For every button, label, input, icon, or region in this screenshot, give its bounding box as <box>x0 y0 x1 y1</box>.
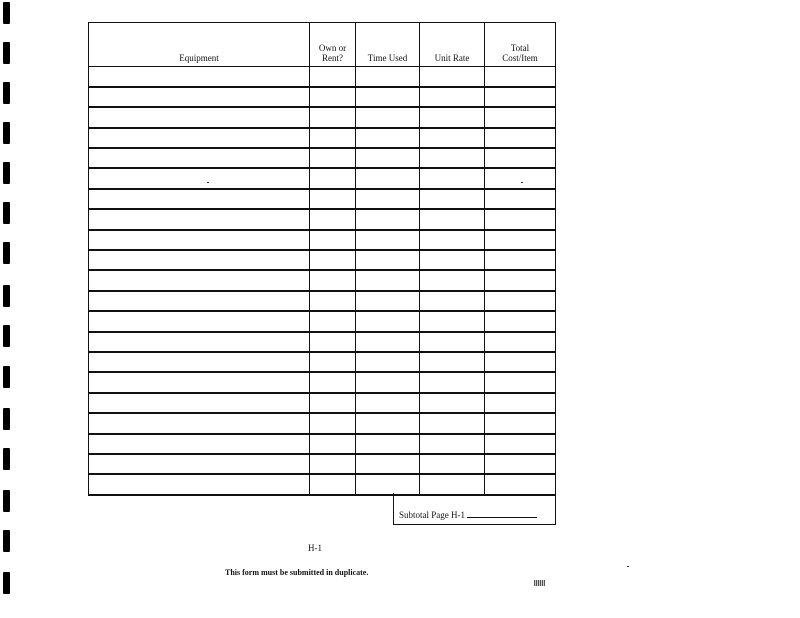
page-number: H-1 <box>308 543 322 553</box>
time-used-cell[interactable] <box>356 189 420 209</box>
total-cost-cell[interactable] <box>485 454 556 474</box>
total-cost-cell[interactable] <box>485 67 556 87</box>
time-used-cell[interactable] <box>356 332 420 352</box>
header-total-cost: Total Cost/Item <box>485 23 556 67</box>
footer-note: This form must be submitted in duplicate. <box>225 568 369 577</box>
equipment-cell[interactable] <box>89 107 310 127</box>
subtotal-label: Subtotal Page H-1 <box>399 509 537 520</box>
own-or-rent-cell[interactable] <box>310 434 356 454</box>
unit-rate-cell[interactable] <box>420 413 485 433</box>
equipment-cell[interactable] <box>89 454 310 474</box>
unit-rate-cell[interactable] <box>420 189 485 209</box>
subtotal-field[interactable] <box>467 509 537 518</box>
table-row <box>89 189 556 209</box>
total-cost-cell[interactable] <box>485 372 556 392</box>
binding-hole <box>3 325 10 347</box>
equipment-cell[interactable] <box>89 291 310 311</box>
table-row <box>89 474 556 494</box>
equipment-cell[interactable] <box>89 128 310 148</box>
time-used-cell[interactable] <box>356 250 420 270</box>
total-cost-cell[interactable] <box>485 189 556 209</box>
own-or-rent-cell[interactable] <box>310 352 356 372</box>
equipment-cell[interactable] <box>89 168 310 188</box>
table-row <box>89 352 556 372</box>
binding-holes <box>0 0 14 618</box>
unit-rate-cell[interactable] <box>420 148 485 168</box>
time-used-cell[interactable] <box>356 148 420 168</box>
own-or-rent-cell[interactable] <box>310 474 356 494</box>
equipment-cell[interactable] <box>89 87 310 107</box>
time-used-cell[interactable] <box>356 454 420 474</box>
binding-hole <box>3 42 10 64</box>
table-row <box>89 250 556 270</box>
table-row <box>89 454 556 474</box>
time-used-cell[interactable] <box>356 413 420 433</box>
table-row <box>89 209 556 229</box>
total-cost-cell[interactable] <box>485 107 556 127</box>
equipment-cell[interactable] <box>89 332 310 352</box>
time-used-cell[interactable] <box>356 209 420 229</box>
total-cost-cell[interactable] <box>485 250 556 270</box>
unit-rate-cell[interactable] <box>420 270 485 290</box>
binding-hole <box>3 122 10 144</box>
time-used-cell[interactable] <box>356 393 420 413</box>
unit-rate-cell[interactable] <box>420 311 485 331</box>
binding-hole <box>3 242 10 264</box>
time-used-cell[interactable] <box>356 168 420 188</box>
own-or-rent-cell[interactable] <box>310 250 356 270</box>
binding-hole <box>3 448 10 470</box>
table-row <box>89 87 556 107</box>
unit-rate-cell[interactable] <box>420 454 485 474</box>
unit-rate-cell[interactable] <box>420 250 485 270</box>
unit-rate-cell[interactable] <box>420 209 485 229</box>
speck <box>521 182 523 183</box>
table-row <box>89 148 556 168</box>
own-or-rent-cell[interactable] <box>310 189 356 209</box>
own-or-rent-cell[interactable] <box>310 87 356 107</box>
header-row <box>89 23 556 67</box>
equipment-cell[interactable] <box>89 250 310 270</box>
time-used-cell[interactable] <box>356 311 420 331</box>
equipment-cell[interactable] <box>89 434 310 454</box>
table-row <box>89 67 556 87</box>
binding-hole <box>3 82 10 104</box>
table-row <box>89 128 556 148</box>
total-cost-cell[interactable] <box>485 413 556 433</box>
binding-hole <box>3 530 10 552</box>
total-cost-cell[interactable] <box>485 434 556 454</box>
binding-hole <box>3 366 10 388</box>
time-used-cell[interactable] <box>356 87 420 107</box>
equipment-cell[interactable] <box>89 474 310 494</box>
unit-rate-cell[interactable] <box>420 434 485 454</box>
table-row <box>89 393 556 413</box>
total-cost-cell[interactable] <box>485 168 556 188</box>
own-or-rent-cell[interactable] <box>310 413 356 433</box>
table-body <box>89 67 556 495</box>
total-cost-cell[interactable] <box>485 352 556 372</box>
binding-hole <box>3 162 10 184</box>
own-or-rent-cell[interactable] <box>310 270 356 290</box>
binding-hole <box>3 490 10 512</box>
own-or-rent-cell[interactable] <box>310 372 356 392</box>
time-used-cell[interactable] <box>356 128 420 148</box>
equipment-cell[interactable] <box>89 311 310 331</box>
header-equipment: Equipment <box>89 23 310 67</box>
total-cost-cell[interactable] <box>485 474 556 494</box>
binding-hole <box>3 2 10 24</box>
own-or-rent-cell[interactable] <box>310 67 356 87</box>
own-or-rent-cell[interactable] <box>310 454 356 474</box>
unit-rate-cell[interactable] <box>420 352 485 372</box>
unit-rate-cell[interactable] <box>420 67 485 87</box>
own-or-rent-cell[interactable] <box>310 168 356 188</box>
own-or-rent-cell[interactable] <box>310 148 356 168</box>
unit-rate-cell[interactable] <box>420 474 485 494</box>
time-used-cell[interactable] <box>356 352 420 372</box>
total-cost-cell[interactable] <box>485 332 556 352</box>
unit-rate-cell[interactable] <box>420 393 485 413</box>
unit-rate-cell[interactable] <box>420 230 485 250</box>
equipment-cell[interactable] <box>89 148 310 168</box>
total-cost-cell[interactable] <box>485 209 556 229</box>
stamp-mark <box>534 580 545 586</box>
time-used-cell[interactable] <box>356 270 420 290</box>
equipment-cell[interactable] <box>89 189 310 209</box>
own-or-rent-cell[interactable] <box>310 107 356 127</box>
total-cost-cell[interactable] <box>485 291 556 311</box>
equipment-cell[interactable] <box>89 372 310 392</box>
table-row <box>89 311 556 331</box>
own-or-rent-cell[interactable] <box>310 393 356 413</box>
binding-hole <box>3 285 10 307</box>
time-used-cell[interactable] <box>356 67 420 87</box>
table-row <box>89 168 556 188</box>
header-time-used: Time Used <box>356 23 420 67</box>
binding-hole <box>3 408 10 430</box>
total-cost-cell[interactable] <box>485 270 556 290</box>
own-or-rent-cell[interactable] <box>310 209 356 229</box>
unit-rate-cell[interactable] <box>420 168 485 188</box>
header-unit-rate: Unit Rate <box>420 23 485 67</box>
equipment-table <box>88 22 556 496</box>
time-used-cell[interactable] <box>356 107 420 127</box>
total-cost-cell[interactable] <box>485 148 556 168</box>
own-or-rent-cell[interactable] <box>310 291 356 311</box>
unit-rate-cell[interactable] <box>420 291 485 311</box>
time-used-cell[interactable] <box>356 474 420 494</box>
speck <box>627 566 629 567</box>
table-row <box>89 413 556 433</box>
equipment-cell[interactable] <box>89 230 310 250</box>
header-own-or-rent: Own or Rent? <box>310 23 356 67</box>
table-row <box>89 291 556 311</box>
unit-rate-cell[interactable] <box>420 372 485 392</box>
table-row <box>89 332 556 352</box>
table-row <box>89 230 556 250</box>
own-or-rent-cell[interactable] <box>310 311 356 331</box>
equipment-cell[interactable] <box>89 270 310 290</box>
unit-rate-cell[interactable] <box>420 128 485 148</box>
table-row <box>89 434 556 454</box>
total-cost-cell[interactable] <box>485 311 556 331</box>
subtotal-box <box>393 493 556 525</box>
unit-rate-cell[interactable] <box>420 107 485 127</box>
own-or-rent-cell[interactable] <box>310 128 356 148</box>
unit-rate-cell[interactable] <box>420 87 485 107</box>
equipment-cell[interactable] <box>89 67 310 87</box>
total-cost-cell[interactable] <box>485 393 556 413</box>
equipment-cell[interactable] <box>89 413 310 433</box>
time-used-cell[interactable] <box>356 291 420 311</box>
time-used-cell[interactable] <box>356 230 420 250</box>
speck <box>207 182 209 183</box>
own-or-rent-cell[interactable] <box>310 230 356 250</box>
equipment-cell[interactable] <box>89 352 310 372</box>
binding-hole <box>3 202 10 224</box>
equipment-cell[interactable] <box>89 209 310 229</box>
total-cost-cell[interactable] <box>485 230 556 250</box>
unit-rate-cell[interactable] <box>420 332 485 352</box>
total-cost-cell[interactable] <box>485 128 556 148</box>
total-cost-cell[interactable] <box>485 87 556 107</box>
time-used-cell[interactable] <box>356 434 420 454</box>
time-used-cell[interactable] <box>356 372 420 392</box>
own-or-rent-cell[interactable] <box>310 332 356 352</box>
table-row <box>89 270 556 290</box>
table-row <box>89 107 556 127</box>
equipment-cell[interactable] <box>89 393 310 413</box>
table-row <box>89 372 556 392</box>
binding-hole <box>3 572 10 594</box>
